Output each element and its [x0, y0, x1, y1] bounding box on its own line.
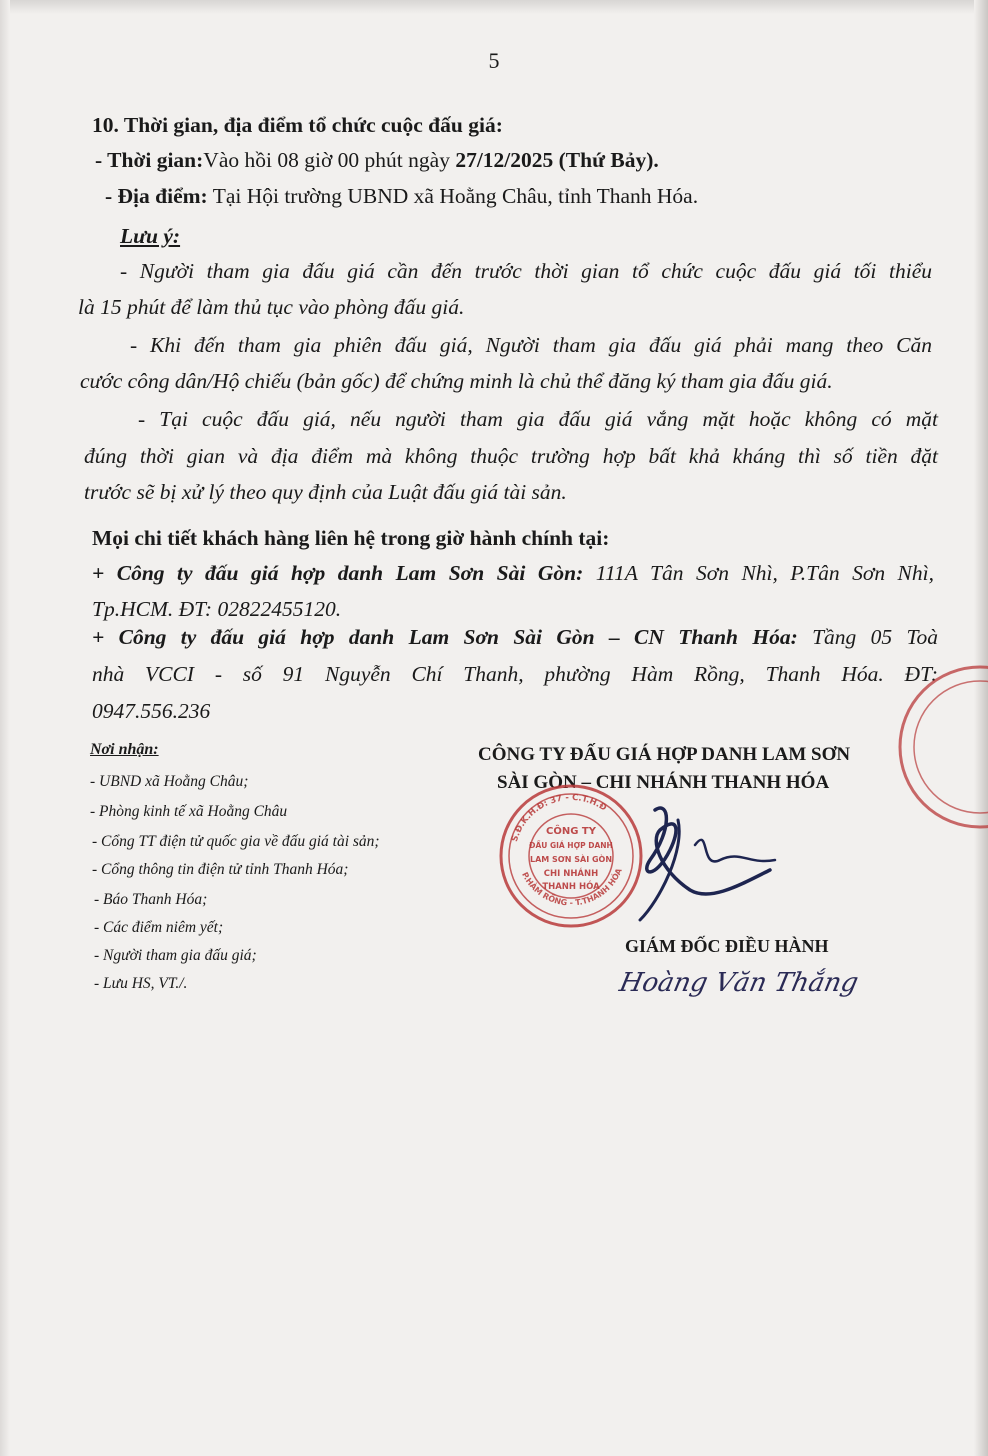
recipient-item: - Cổng thông tin điện tử tỉnh Thanh Hóa; [92, 861, 349, 878]
scan-edge-top [0, 0, 988, 14]
note2-line-a: - Khi đến tham gia phiên đấu giá, Người tham gia đấu giá phải mang theo Căn [130, 333, 932, 357]
contact2-address-a: Tầng 05 Toà [797, 625, 938, 649]
note3-line-c: trước sẽ bị xử lý theo quy định của Luật đấu giá tài sản. [84, 480, 567, 504]
signer-name: Hoàng Văn Thắng [616, 968, 861, 998]
svg-text:S.Đ.K.H.Đ: 37 - C.T.H.Đ: S.Đ.K.H.Đ: 37 - C.T.H.Đ [509, 792, 609, 844]
svg-text:CÔNG TY: CÔNG TY [546, 826, 596, 837]
signature-org-line2: SÀI GÒN – CHI NHÁNH THANH HÓA [497, 772, 830, 793]
recipient-item: - Phòng kinh tế xã Hoằng Châu [90, 803, 288, 820]
recipient-item: - Lưu HS, VT./. [94, 975, 188, 992]
recipient-item: - Cổng TT điện tử quốc gia về đấu giá tài sản; [92, 833, 380, 850]
svg-text:ĐẤU GIÁ HỢP DANH: ĐẤU GIÁ HỢP DANH [529, 841, 613, 850]
recipient-item: - UBND xã Hoằng Châu; [90, 773, 249, 790]
contact-heading: Mọi chi tiết khách hàng liên hệ trong giờ hành chính tại: [92, 526, 610, 550]
svg-text:CHI NHÁNH: CHI NHÁNH [543, 869, 599, 879]
note3-line-a: - Tại cuộc đấu giá, nếu người tham gia đấu giá vắng mặt hoặc không có mặt [138, 407, 938, 431]
time-date: 27/12/2025 (Thứ Bảy). [455, 148, 659, 172]
svg-text:THANH HÓA: THANH HÓA [542, 882, 600, 892]
note1-line-a: - Người tham gia đấu giá cần đến trước thời gian tổ chức cuộc đấu giá tối thiểu [120, 259, 932, 283]
note1-line-b: là 15 phút để làm thủ tục vào phòng đấu giá. [78, 295, 465, 319]
recipient-item: - Báo Thanh Hóa; [94, 891, 208, 908]
contact1-address: 111A Tân Sơn Nhì, P.Tân Sơn Nhì, [583, 561, 934, 585]
place-label: - Địa điểm: [105, 184, 208, 208]
time-text: Vào hồi 08 giờ 00 phút ngày [203, 148, 456, 172]
time-label: - Thời gian: [95, 148, 204, 172]
contact2-line-a [92, 622, 938, 652]
page-number: 5 [488, 48, 500, 73]
contact2-name: + Công ty đấu giá hợp danh Lam Sơn Sài Gòn – CN Thanh Hóa: [92, 625, 798, 649]
signature-position: GIÁM ĐỐC ĐIỀU HÀNH [625, 936, 829, 956]
recipient-item: - Các điểm niêm yết; [94, 919, 224, 936]
note2-line-b: cước công dân/Hộ chiếu (bản gốc) để chứng minh là chủ thể đăng ký tham gia đấu giá. [80, 369, 833, 393]
note-label: Lưu ý: [120, 224, 181, 248]
contact1-line-a [92, 558, 934, 588]
section-heading: 10. Thời gian, địa điểm tổ chức cuộc đấu giá: [92, 113, 503, 137]
svg-text:LAM SƠN SÀI GÒN: LAM SƠN SÀI GÒN [529, 855, 613, 864]
place-line [105, 181, 698, 211]
svg-text:P.HÀM RỒNG - T.THANH HÓA: P.HÀM RỒNG - T.THANH HÓA [520, 867, 624, 908]
contact1-line-b: Tp.HCM. ĐT: 02822455120. [92, 597, 342, 621]
time-line [95, 145, 659, 175]
handwritten-signature [600, 790, 800, 930]
contact2-line-b: nhà VCCI - số 91 Nguyễn Chí Thanh, phường Hàm Rồng, Thanh Hóa. ĐT: [92, 662, 938, 686]
contact2-line-c: 0947.556.236 [92, 699, 211, 723]
partial-seal-right [885, 662, 988, 832]
signature-org-line1: CÔNG TY ĐẤU GIÁ HỢP DANH LAM SƠN [478, 744, 851, 765]
contact1-name: + Công ty đấu giá hợp danh Lam Sơn Sài Gòn: [92, 561, 584, 585]
recipient-item: - Người tham gia đấu giá; [94, 947, 257, 964]
recipients-label: Nơi nhận: [90, 741, 159, 758]
scan-edge-left [0, 0, 10, 1456]
place-text: Tại Hội trường UBND xã Hoằng Châu, tỉnh Thanh Hóa. [207, 184, 699, 208]
note3-line-b: đúng thời gian và địa điểm mà không thuộc trường hợp bất khả kháng thì số tiền đặt [84, 444, 938, 468]
